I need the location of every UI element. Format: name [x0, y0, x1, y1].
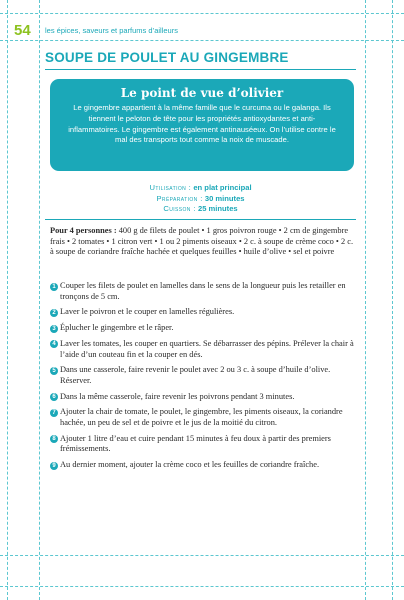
page-number: 54 — [14, 22, 31, 39]
step-item — [50, 339, 356, 360]
step-number-badge: 8 — [50, 435, 58, 443]
running-head: les épices, saveurs et parfums d’ailleurs — [45, 26, 178, 35]
step-text: Au dernier moment, ajouter la crème coco et les feuilles de coriandre fraîche. — [60, 460, 320, 470]
step-number-badge: 7 — [50, 409, 58, 417]
title-divider — [45, 69, 356, 70]
step-number-badge: 5 — [50, 367, 58, 375]
tip-title: Le point de vue d’olivier — [120, 86, 284, 100]
step-text: Couper les filets de poulet en lamelles dans le sens de la longueur puis les retailler en tronçons de 5 cm. — [60, 281, 346, 301]
step-item — [50, 460, 356, 471]
step-number-badge: 6 — [50, 393, 58, 401]
step-item — [50, 365, 356, 386]
guide-line — [0, 13, 404, 14]
meta-cooking — [45, 204, 356, 215]
steps-list — [50, 281, 356, 476]
step-text: Ajouter la chair de tomate, le poulet, le gingembre, les piments oiseaux, la coriandre hachée, un peu de sel et de poivre et le jus de la moitié du citron. — [60, 407, 343, 428]
step-number-badge: 1 — [50, 283, 58, 291]
step-text: Éplucher le gingembre et le râper. — [60, 323, 174, 333]
ingredients-paragraph — [50, 226, 356, 258]
step-text: Dans une casserole, faire revenir le poulet avec 2 ou 3 c. à soupe d’huile d’olive. Réserver. — [60, 365, 331, 385]
tip-box — [50, 79, 354, 171]
step-item — [50, 434, 356, 455]
step-item — [50, 281, 356, 302]
step-item — [50, 407, 356, 428]
meta-label: Cuisson : — [163, 204, 196, 213]
step-text: Dans la même casserole, faire revenir les poivrons pendant 3 minutes. — [60, 391, 295, 401]
step-number-badge: 2 — [50, 309, 58, 317]
meta-value: 25 minutes — [197, 204, 238, 213]
step-number-badge: 9 — [50, 462, 58, 470]
recipe-title: SOUPE DE POULET AU GINGEMBRE — [45, 50, 289, 65]
guide-line — [365, 0, 366, 600]
ingredients-list: 400 g de filets de poulet • 1 gros poivron rouge • 2 cm de gingembre frais • 2 tomates • 1 citron vert • 1 ou 2 piments oiseaux • 2 c. à soupe de crème coco • 2 c. à soupe de coriandre fraîche hachée et quelques feuilles • huile d’olive • sel et poivre — [50, 226, 354, 257]
meta-label: Préparation : — [156, 193, 203, 203]
step-text: Laver le poivron et le couper en lamelles régulières. — [60, 307, 235, 317]
step-text: Ajouter 1 litre d’eau et cuire pendant 15 minutes à feu doux à partir des premiers frémissements. — [60, 433, 331, 454]
meta-usage — [45, 183, 356, 194]
step-number-badge: 3 — [50, 325, 58, 333]
tip-body: Le gingembre appartient à la même famille que le curcuma ou le galanga. Ils tiennent le peloton de tête pour les propriétés antioxydantes et anti-inflammatoires. Le gingembre est également antinauséeux. On l’utilise contre le mal des transports tout comme la noix de muscade. — [68, 103, 336, 145]
guide-line — [0, 555, 404, 556]
meta-value: en plat principal — [193, 183, 252, 192]
step-text: Laver les tomates, les couper en quartiers. Se débarrasser des pépins. Prélever la chair à l’aide d’un couteau fin et la couper en dés. — [60, 338, 354, 359]
guide-line — [0, 586, 404, 587]
step-item — [50, 323, 356, 334]
step-item — [50, 392, 356, 403]
step-item — [50, 307, 356, 318]
meta-label: Utilisation : — [149, 183, 192, 192]
guide-line — [39, 0, 40, 600]
guide-line — [0, 40, 404, 41]
meta-value: 30 minutes — [204, 193, 245, 203]
recipe-meta — [45, 183, 356, 215]
guide-line — [392, 0, 393, 600]
ingredients-lead: Pour 4 personnes : — [50, 226, 117, 235]
meta-divider — [45, 219, 356, 220]
step-number-badge: 4 — [50, 340, 58, 348]
meta-preparation — [45, 194, 356, 205]
guide-line — [7, 0, 8, 600]
